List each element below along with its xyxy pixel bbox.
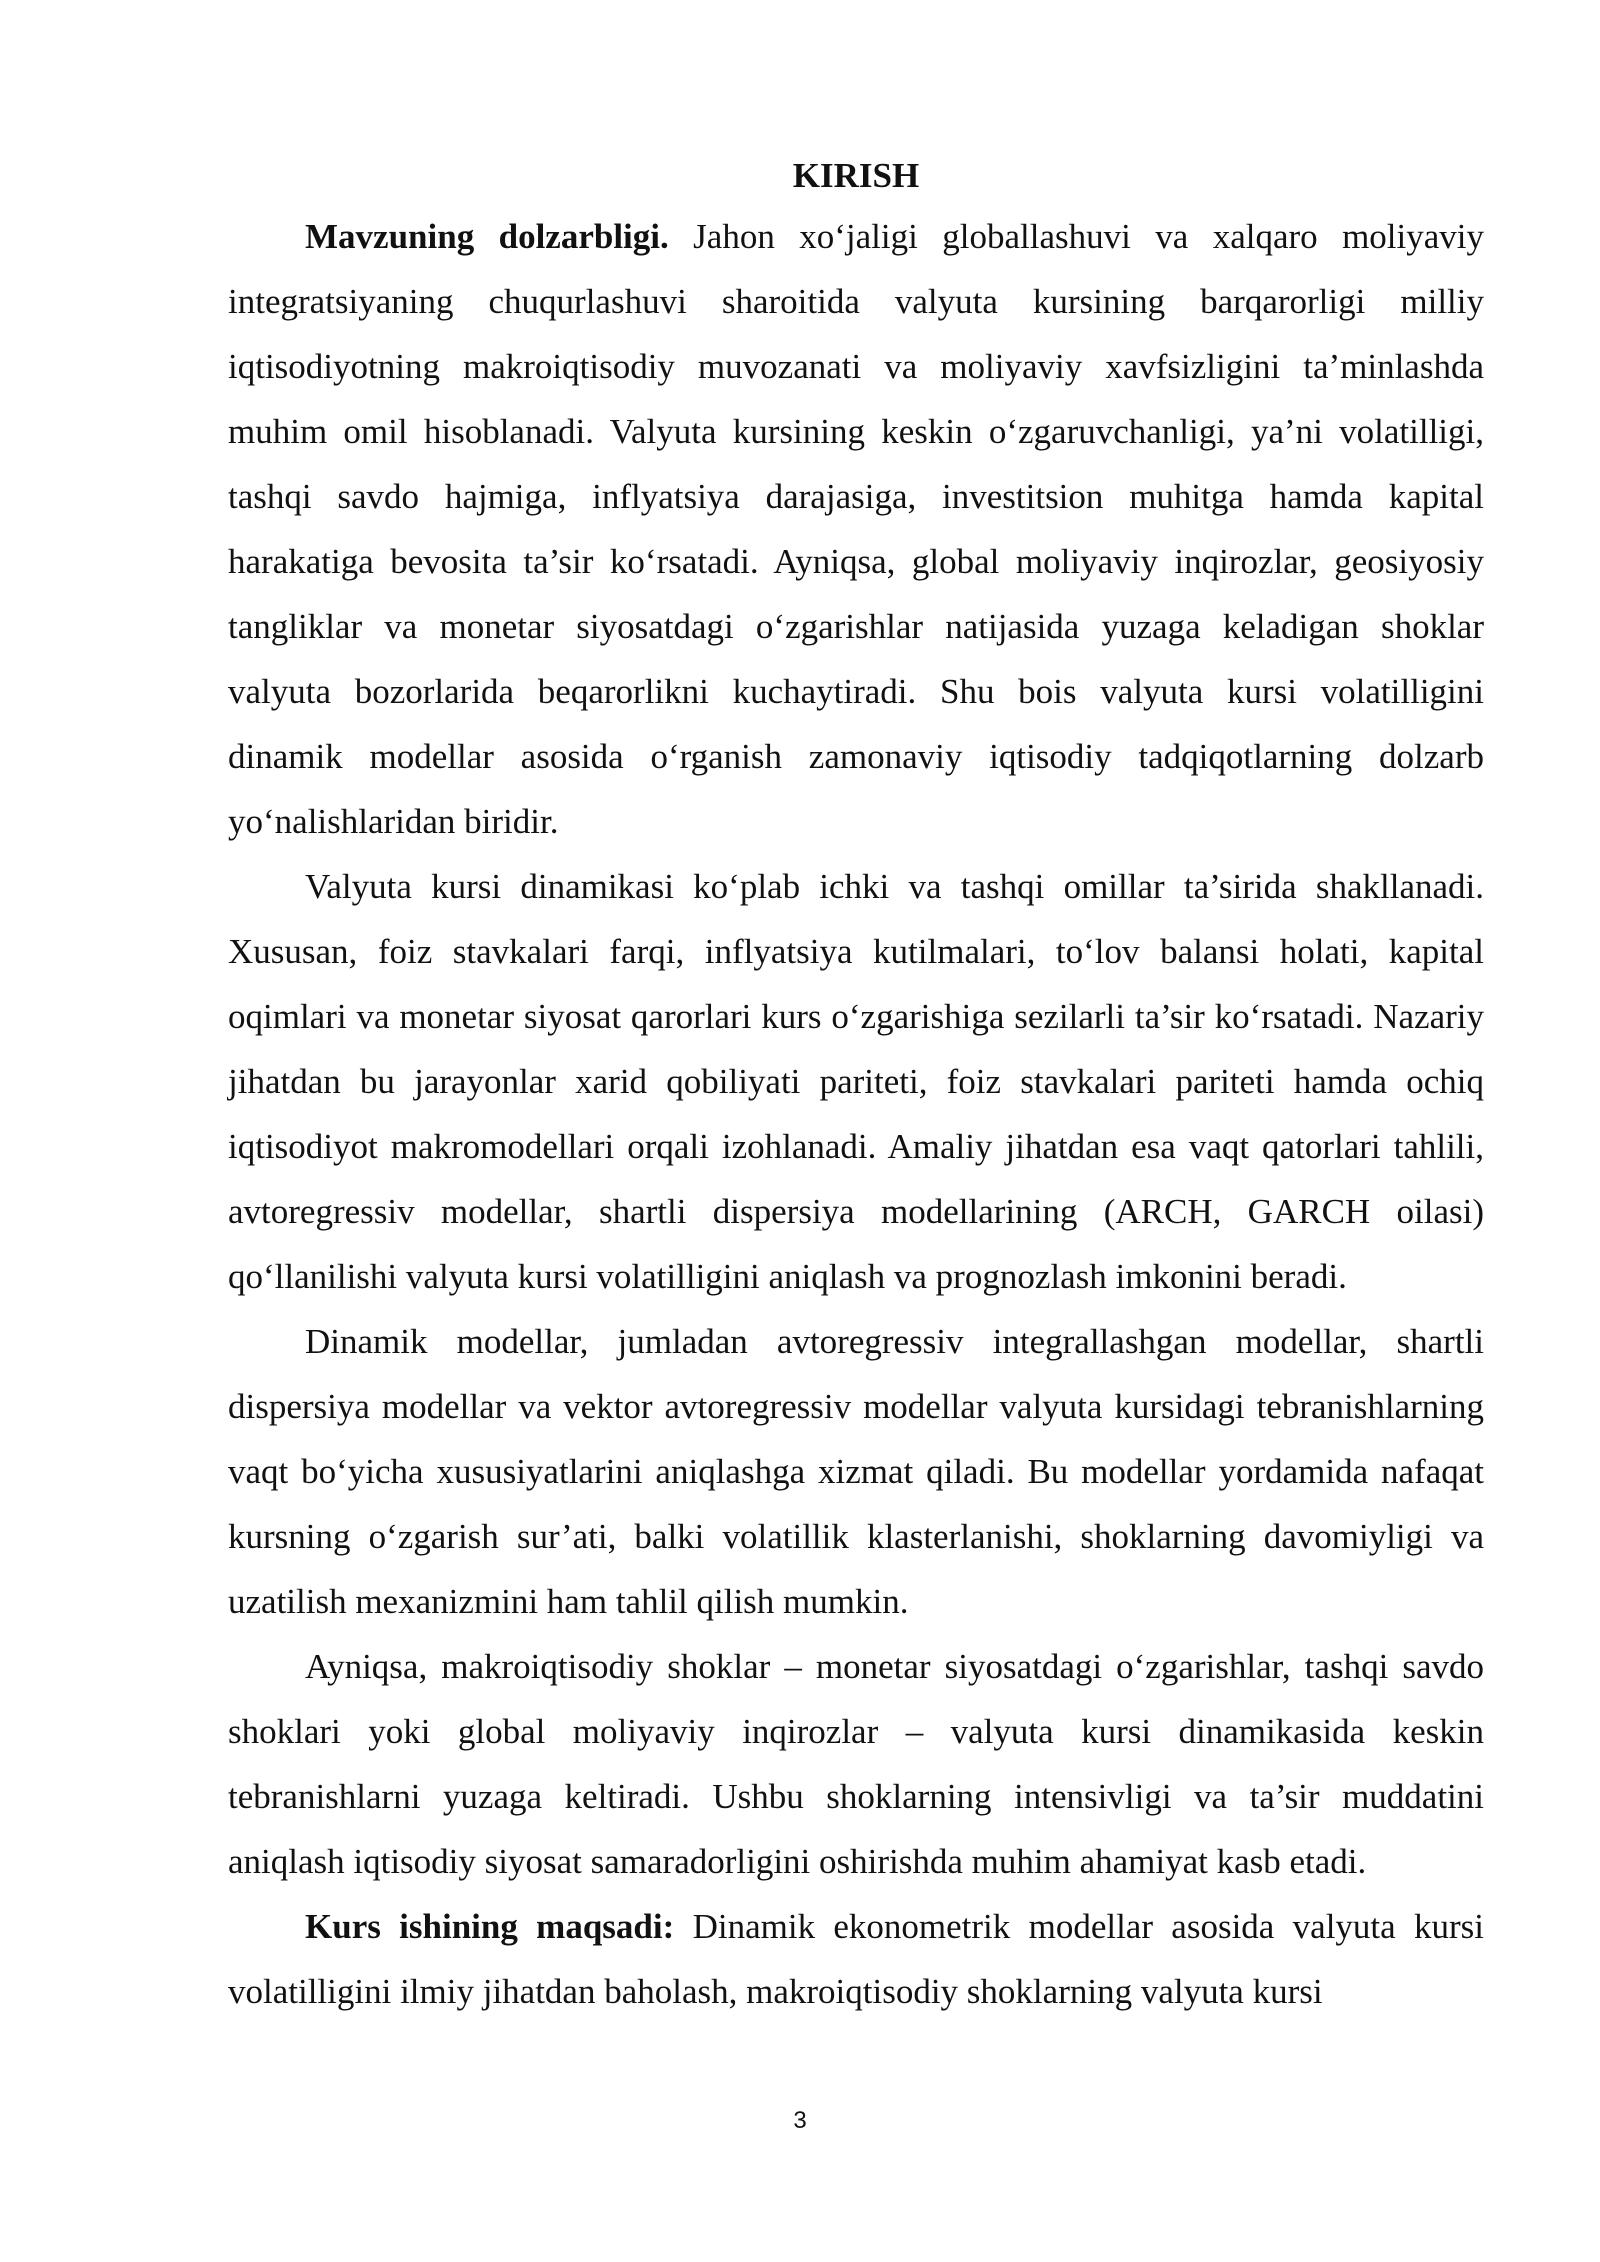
section-heading: KIRISH — [792, 156, 920, 195]
paragraph-relevance — [228, 204, 1484, 854]
paragraph-label: Mavzuning dolzarbligi. — [305, 217, 669, 256]
paragraph-label: Kurs ishining maqsadi: — [305, 1907, 675, 1946]
paragraph-exchange-rate-dynamics — [228, 854, 1484, 1309]
paragraph-text: Jahon xo‘jaligi globallashuvi va xalqaro moliyaviy integratsiyaning chuqurlashuvi sharoitida valyuta kursining barqarorligi milliy iqtisodiyotning makroiqtisodiy muvozanati va moliyaviy xavfsizligini ta’minlashda muhim omil hisoblanadi. Valyuta kursining keskin o‘zgaruvchanligi, ya’ni volatilligi, tashqi savdo hajmiga, inflyatsiya darajasiga, investitsion muhitga hamda kapital harakatiga bevosita ta’sir ko‘rsatadi. Ayniqsa, global moliyaviy inqirozlar, geosiyosiy tangliklar va monetar siyosatdagi o‘zgarishlar natijasida yuzaga keladigan shoklar valyuta bozorlarida beqarorlikni kuchaytiradi. Shu bois valyuta kursi volatilligini dinamik modellar asosida o‘rganish zamonaviy iqtisodiy tadqiqotlarning dolzarb yo‘nalishlaridan biridir. — [228, 217, 1484, 841]
paragraph-text: Dinamik ekonometrik modellar asosida valyuta kursi volatilligini ilmiy jihatdan baholash, makroiqtisodiy shoklarning valyuta kursi — [228, 1907, 1484, 2011]
page-content — [228, 148, 1484, 2024]
page-number: 3 — [793, 2107, 807, 2134]
paragraph-objective — [228, 1894, 1484, 2024]
paragraph-text: Ayniqsa, makroiqtisodiy shoklar – monetar siyosatdagi o‘zgarishlar, tashqi savdo shoklari yoki global moliyaviy inqirozlar – valyuta kursi dinamikasida keskin tebranishlarni yuzaga keltiradi. Ushbu shoklarning intensivligi va ta’sir muddatini aniqlash iqtisodiy siyosat samaradorligini oshirishda muhim ahamiyat kasb etadi. — [228, 1647, 1484, 1881]
paragraph-text: Dinamik modellar, jumladan avtoregressiv integrallashgan modellar, shartli dispersiya modellar va vektor avtoregressiv modellar valyuta kursidagi tebranishlarning vaqt bo‘yicha xususiyatlarini aniqlashga xizmat qiladi. Bu modellar yordamida nafaqat kursning o‘zgarish sur’ati, balki volatillik klasterlanishi, shoklarning davomiyligi va uzatilish mexanizmini ham tahlil qilish mumkin. — [228, 1322, 1484, 1621]
paragraph-macro-shocks — [228, 1634, 1484, 1894]
paragraph-text: Valyuta kursi dinamikasi ko‘plab ichki va tashqi omillar ta’sirida shakllanadi. Xususan, foiz stavkalari farqi, inflyatsiya kutilmalari, to‘lov balansi holati, kapital oqimlari va monetar siyosat qarorlari kurs o‘zgarishiga sezilarli ta’sir ko‘rsatadi. Nazariy jihatdan bu jarayonlar xarid qobiliyati pariteti, foiz stavkalari pariteti hamda ochiq iqtisodiyot makromodellari orqali izohlanadi. Amaliy jihatdan esa vaqt qatorlari tahlili, avtoregressiv modellar, shartli dispersiya modellarining (ARCH, GARCH oilasi) qo‘llanilishi valyuta kursi volatilligini aniqlash va prognozlash imkonini beradi. — [228, 867, 1484, 1296]
paragraph-dynamic-models — [228, 1309, 1484, 1634]
